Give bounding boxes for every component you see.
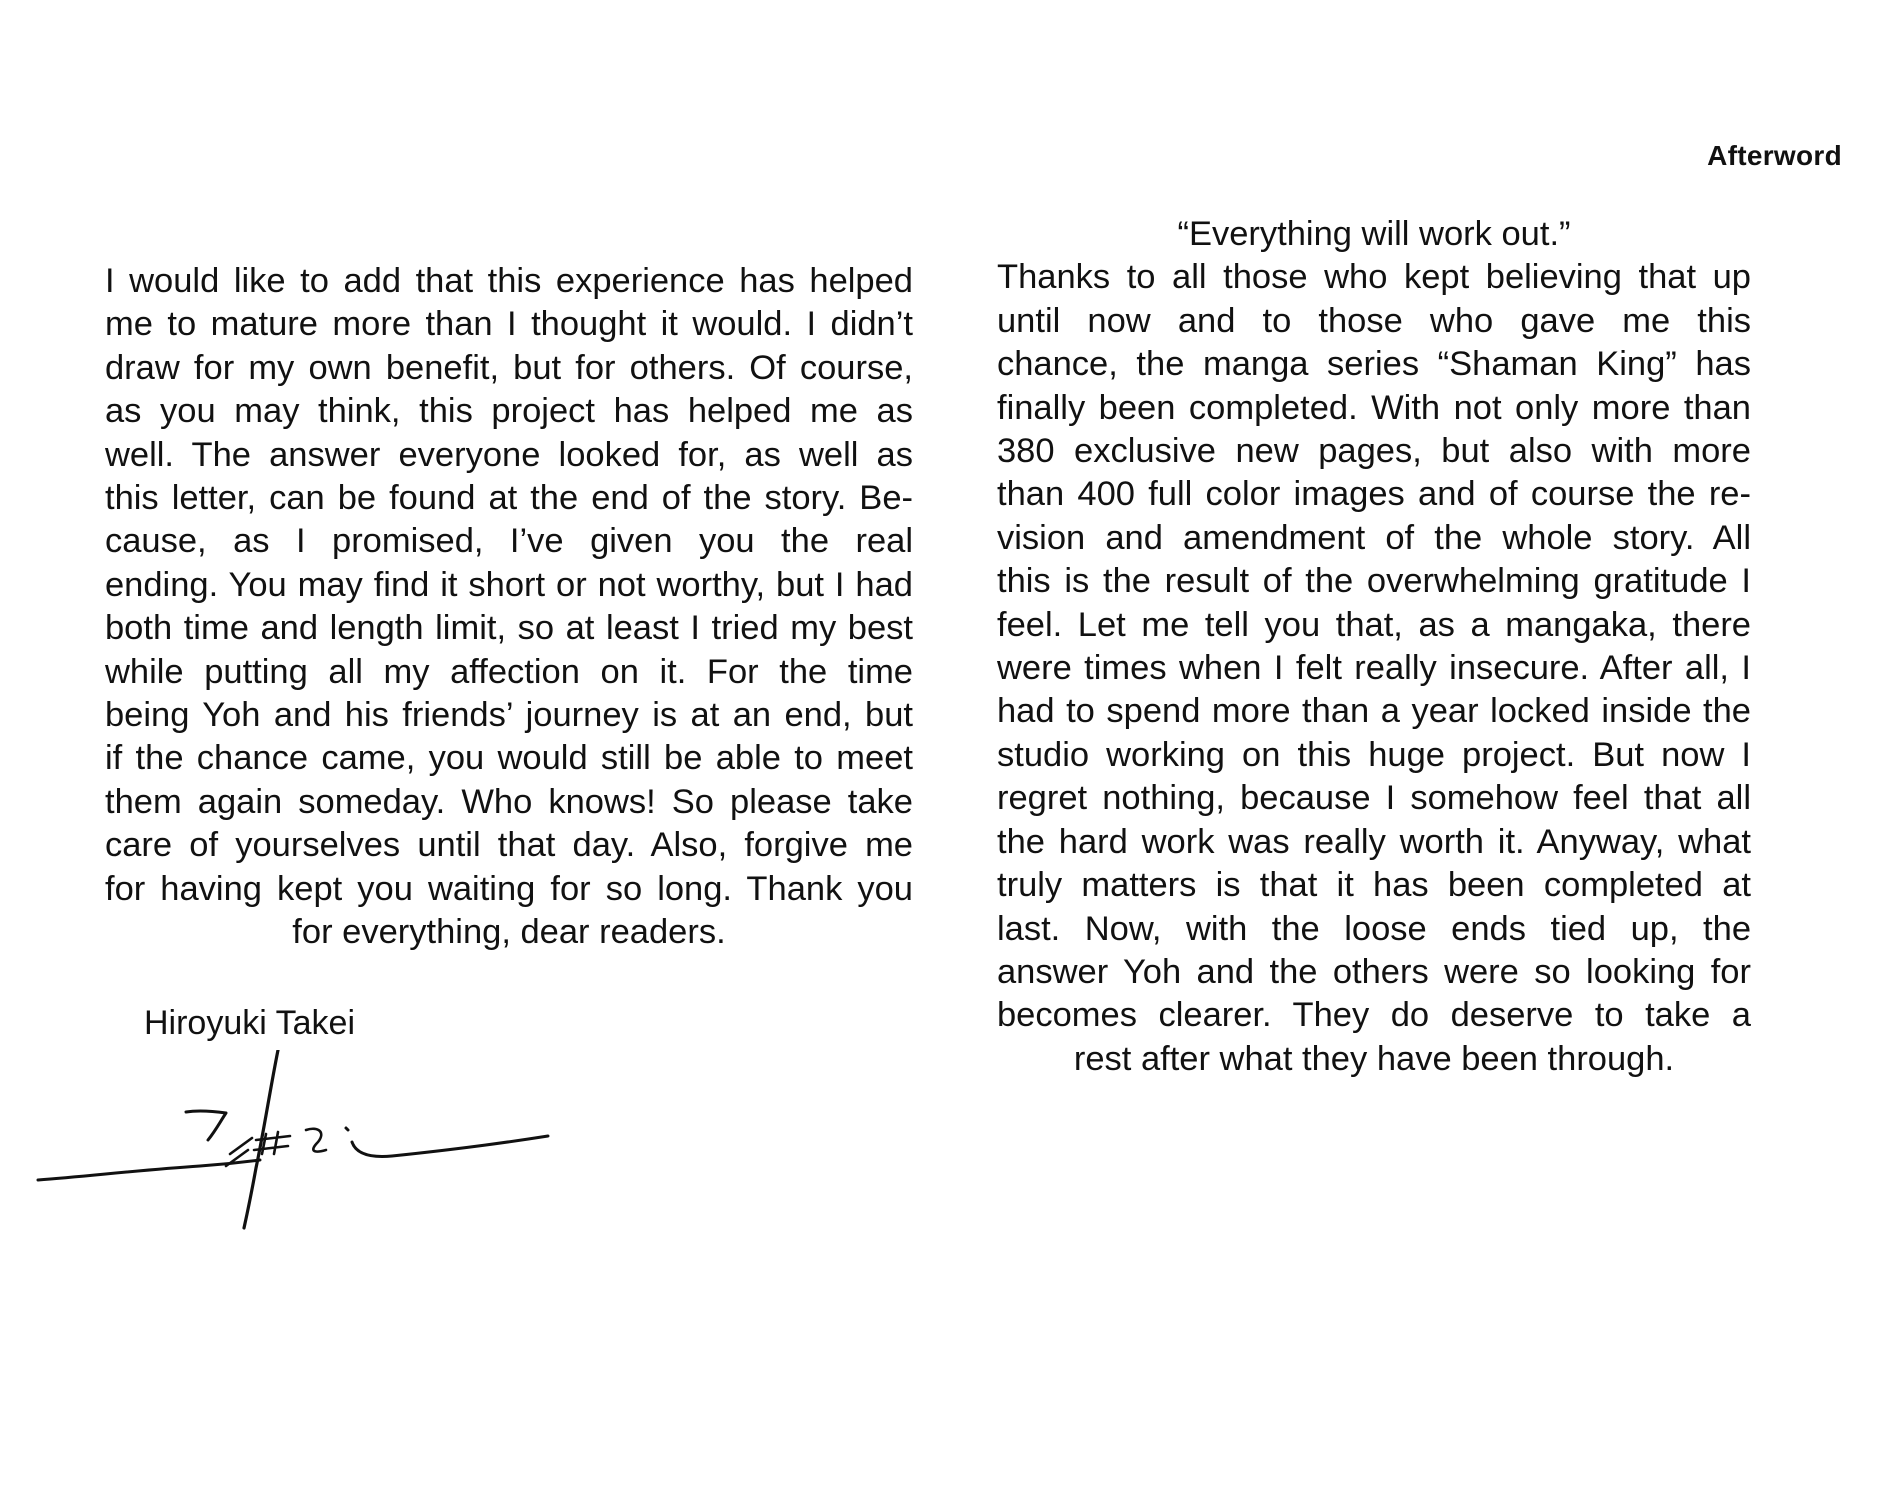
text-line: I would like to add that this experience has helped <box>105 262 913 300</box>
text-line: regret nothing, because I somehow feel that all <box>997 779 1751 818</box>
left-column-text <box>105 260 913 955</box>
quote-line: “Everything will work out.” <box>1177 215 1571 253</box>
text-line: than 400 full color images and of course the re- <box>997 475 1751 514</box>
text-line: becomes clearer. They do deserve to take a <box>997 996 1751 1035</box>
text-line: Thanks to all those who kept believing that up <box>997 258 1751 297</box>
text-line: had to spend more than a year locked inside the <box>997 692 1751 731</box>
text-line: studio working on this huge project. But now I <box>997 735 1751 774</box>
text-line: 380 exclusive new pages, but also with more <box>997 432 1751 471</box>
text-line: cause, as I promised, I’ve given you the real <box>105 522 913 561</box>
text-line: this letter, can be found at the end of the story. Be- <box>105 479 913 518</box>
right-column-text <box>997 213 1751 1081</box>
text-line: while putting all my affection on it. For the time <box>105 652 913 691</box>
text-line: for having kept you waiting for so long. Thank you <box>105 869 913 908</box>
text-line: them again someday. Who knows! So please take <box>105 782 913 821</box>
text-line: as you may think, this project has helped me as <box>105 392 913 431</box>
text-line: me to mature more than I thought it would. I didn’t <box>105 305 913 344</box>
text-line: finally been completed. With not only more than <box>997 388 1751 427</box>
text-line: chance, the manga series “Shaman King” has <box>997 345 1751 384</box>
text-line: being Yoh and his friends’ journey is at an end, but <box>105 696 913 735</box>
text-line: care of yourselves until that day. Also, forgive me <box>105 826 913 865</box>
text-line: truly matters is that it has been completed at <box>997 866 1751 905</box>
text-line: the hard work was really worth it. Anyway, what <box>997 822 1751 861</box>
closing-line: for everything, dear readers. <box>292 913 726 952</box>
text-line: were times when I felt really insecure. After all, I <box>997 649 1751 688</box>
author-name: Hiroyuki Takei <box>144 1004 356 1042</box>
text-line: until now and to those who gave me this <box>997 301 1751 340</box>
text-line: if the chance came, you would still be able to meet <box>105 739 913 778</box>
text-line: this is the result of the overwhelming gratitude I <box>997 562 1751 601</box>
text-line: last. Now, with the loose ends tied up, the <box>997 909 1751 948</box>
text-line: answer Yoh and the others were so looking for <box>997 952 1751 991</box>
text-line: vision and amendment of the whole story. All <box>997 518 1751 557</box>
handwritten-signature <box>30 1050 560 1230</box>
text-line: feel. Let me tell you that, as a mangaka, there <box>997 605 1751 644</box>
text-line: ending. You may find it short or not worthy, but I had <box>105 565 913 604</box>
closing-line: rest after what they have been through. <box>1073 1039 1675 1078</box>
page-heading: Afterword <box>1707 140 1842 171</box>
text-line: both time and length limit, so at least I tried my best <box>105 609 913 648</box>
text-line: well. The answer everyone looked for, as well as <box>105 435 913 474</box>
text-line: draw for my own benefit, but for others. Of course, <box>105 348 913 387</box>
